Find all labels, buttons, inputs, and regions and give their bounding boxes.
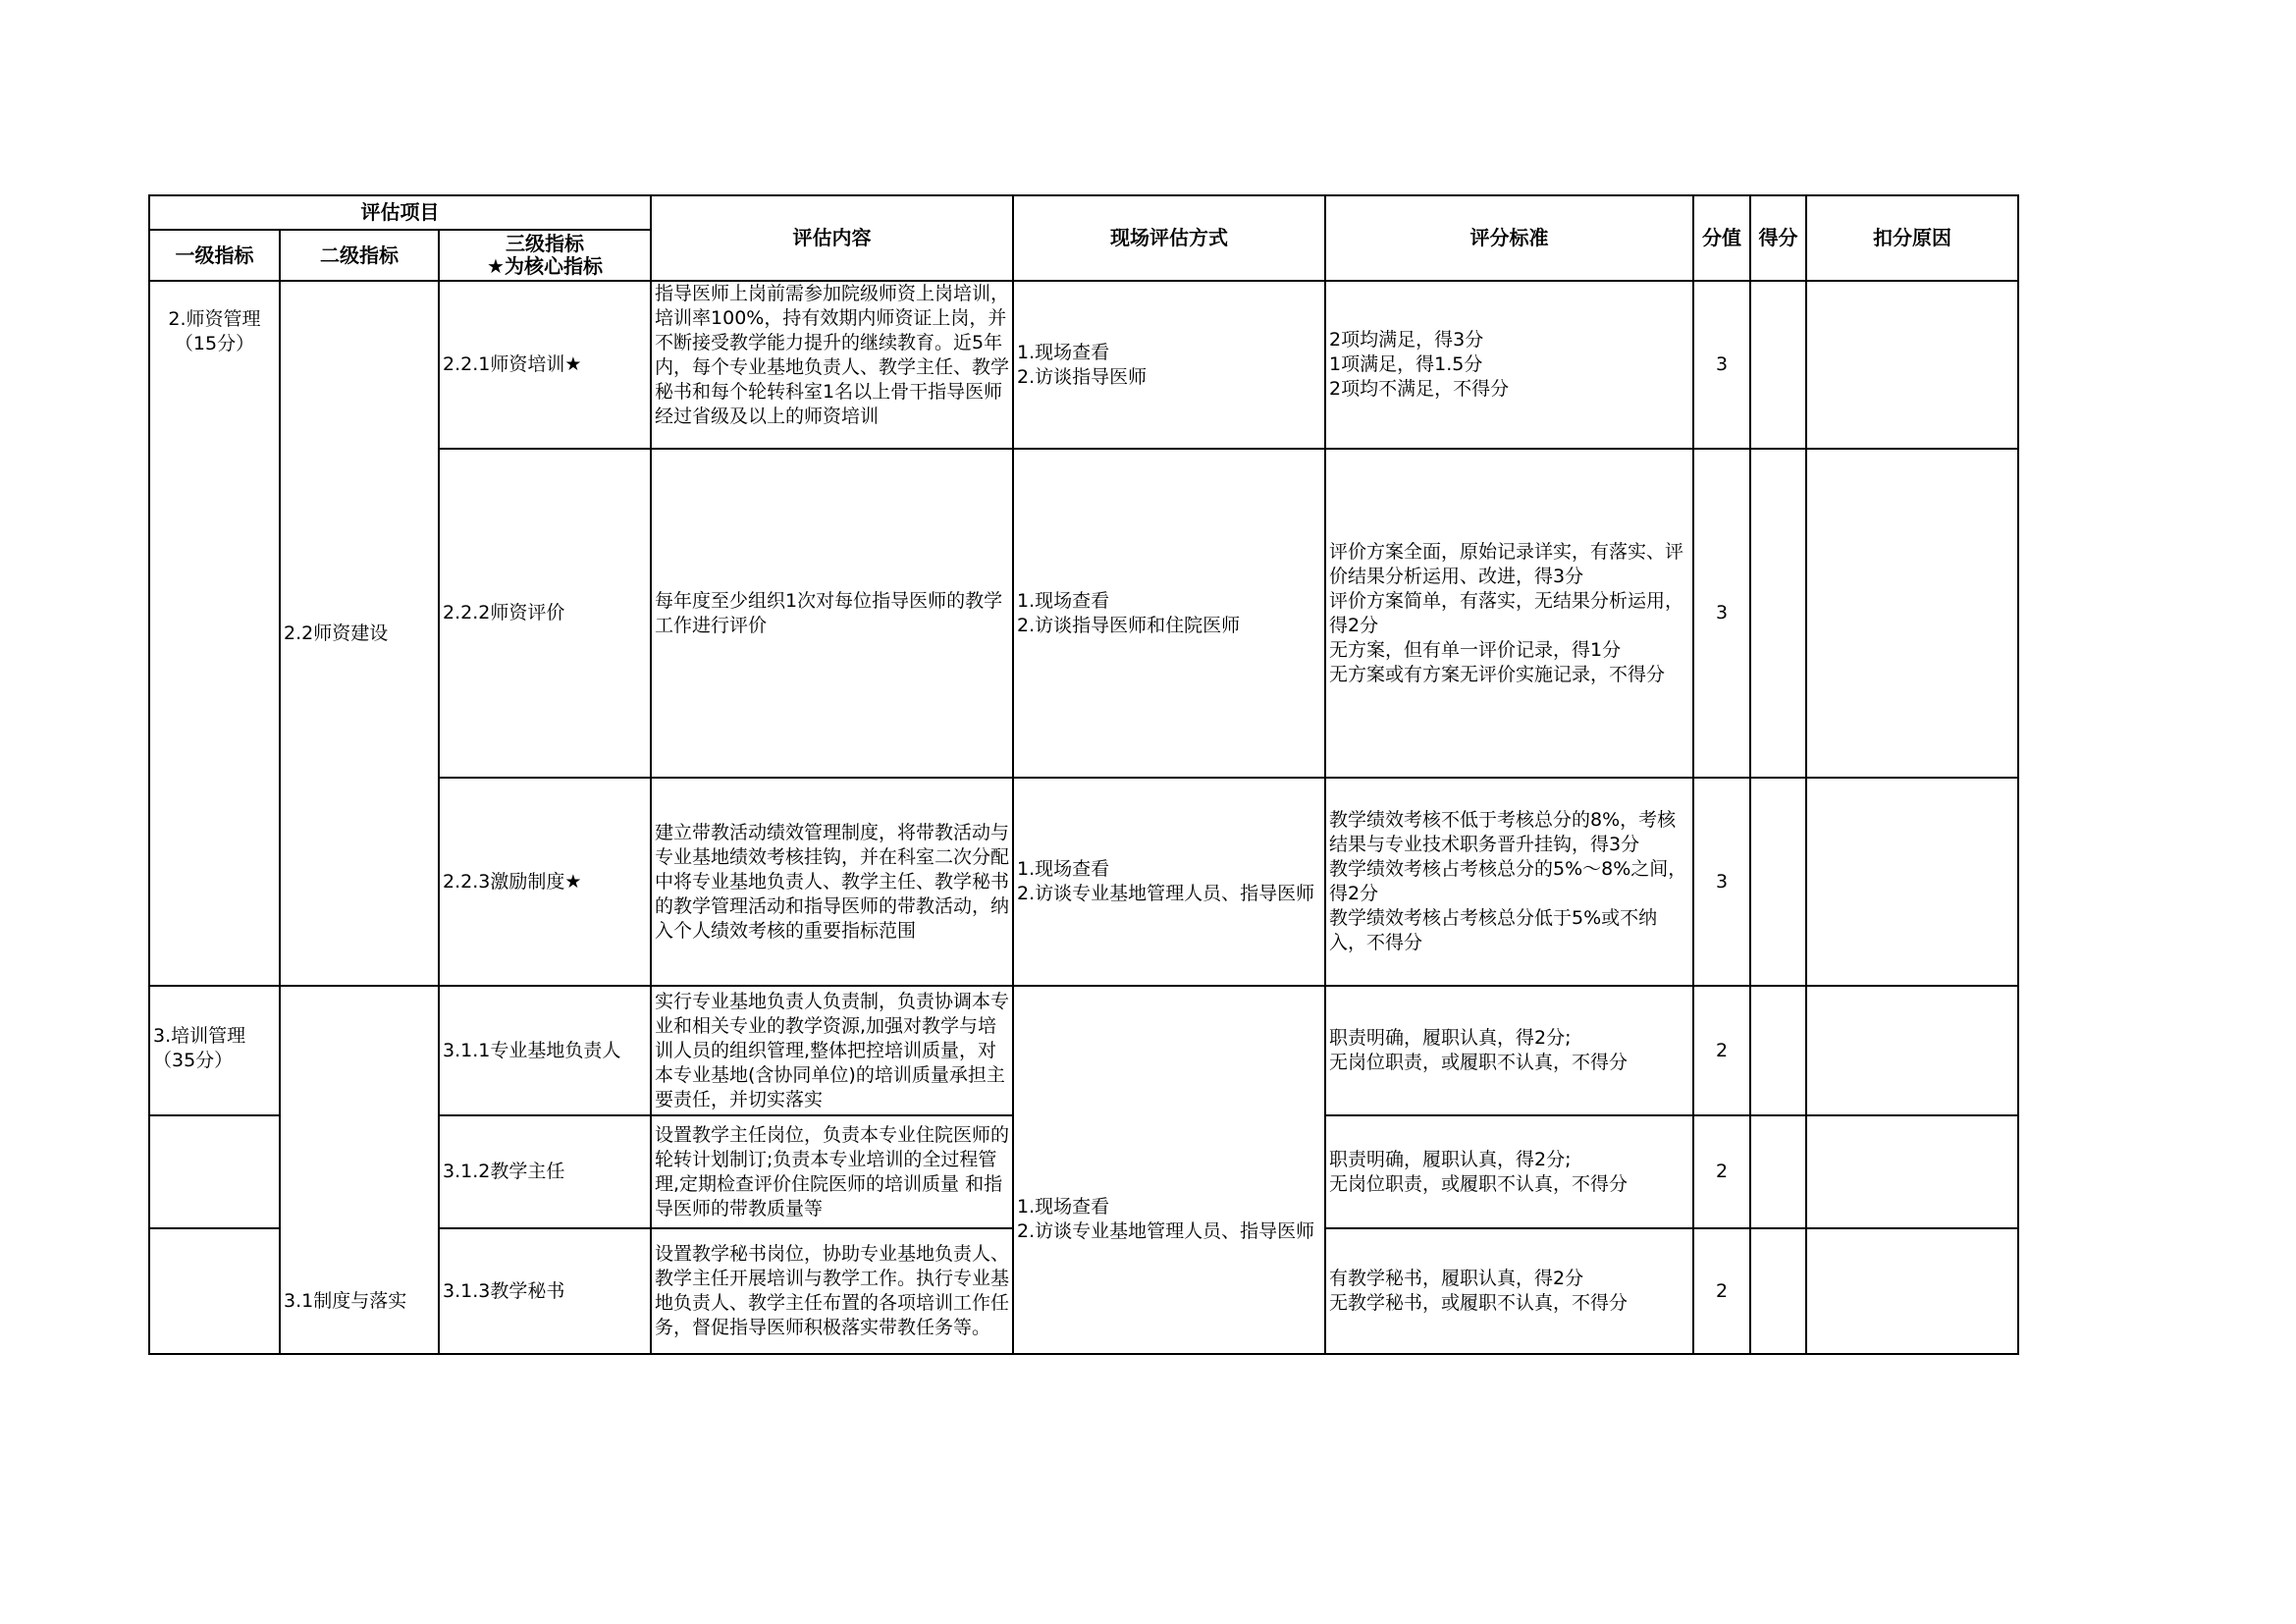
header-level3: 三级指标 ★为核心指标	[439, 230, 651, 281]
score-cell	[1750, 1115, 1806, 1228]
content-cell: 设置教学秘书岗位，协助专业基地负责人、教学主任开展培训与教学工作。执行专业基地负责人、教学主任布置的各项培训工作任务，督促指导医师积极落实带教任务等。	[651, 1228, 1013, 1354]
points-cell: 2	[1693, 1228, 1750, 1354]
method-cell: 1.现场查看 2.访谈专业基地管理人员、指导医师	[1013, 986, 1325, 1354]
score-cell	[1750, 449, 1806, 778]
level2-cell: 2.2师资建设	[280, 281, 439, 986]
deduction-cell	[1806, 1115, 2018, 1228]
header-group: 评估项目	[149, 195, 651, 230]
evaluation-table	[148, 194, 2019, 1355]
header-content: 评估内容	[651, 195, 1013, 281]
level1-cell: 2.师资管理 （15分）	[149, 281, 280, 986]
table-row	[149, 281, 2018, 449]
standard-cell: 有教学秘书，履职认真，得2分 无教学秘书，或履职不认真，不得分	[1325, 1228, 1693, 1354]
level3-cell: 2.2.3激励制度★	[439, 778, 651, 986]
method-cell: 1.现场查看 2.访谈指导医师	[1013, 281, 1325, 449]
points-cell: 2	[1693, 986, 1750, 1115]
standard-cell: 2项均满足，得3分 1项满足，得1.5分 2项均不满足，不得分	[1325, 281, 1693, 449]
content-cell: 建立带教活动绩效管理制度，将带教活动与专业基地绩效考核挂钩，并在科室二次分配中将专业基地负责人、教学主任、教学秘书的教学管理活动和指导医师的带教活动，纳入个人绩效考核的重要指标范围	[651, 778, 1013, 986]
header-points: 分值	[1693, 195, 1750, 281]
standard-cell: 评价方案全面，原始记录详实，有落实、评价结果分析运用、改进，得3分 评价方案简单，有落实，无结果分析运用，得2分 无方案，但有单一评价记录，得1分 无方案或有方案无评价实施记录，不得分	[1325, 449, 1693, 778]
standard-cell: 职责明确，履职认真，得2分; 无岗位职责，或履职不认真，不得分	[1325, 1115, 1693, 1228]
content-cell: 每年度至少组织1次对每位指导医师的教学工作进行评价	[651, 449, 1013, 778]
level2-cell: 3.1制度与落实	[280, 986, 439, 1354]
level3-cell: 2.2.1师资培训★	[439, 281, 651, 449]
content-cell: 指导医师上岗前需参加院级师资上岗培训，培训率100%，持有效期内师资证上岗，并不断接受教学能力提升的继续教育。近5年内，每个专业基地负责人、教学主任、教学秘书和每个轮转科室1名以上骨干指导医师经过省级及以上的师资培训	[651, 281, 1013, 449]
method-cell: 1.现场查看 2.访谈指导医师和住院医师	[1013, 449, 1325, 778]
score-cell	[1750, 1228, 1806, 1354]
level3-cell: 3.1.2教学主任	[439, 1115, 651, 1228]
score-cell	[1750, 281, 1806, 449]
level3-cell: 3.1.3教学秘书	[439, 1228, 651, 1354]
level1-cell: 3.培训管理 （35分）	[149, 986, 280, 1115]
content-cell: 实行专业基地负责人负责制，负责协调本专业和相关专业的教学资源,加强对教学与培训人员的组织管理,整体把控培训质量，对本专业基地(含协同单位)的培训质量承担主要责任，并切实落实	[651, 986, 1013, 1115]
standard-cell: 职责明确，履职认真，得2分; 无岗位职责，或履职不认真，不得分	[1325, 986, 1693, 1115]
deduction-cell	[1806, 986, 2018, 1115]
level3-cell: 2.2.2师资评价	[439, 449, 651, 778]
deduction-cell	[1806, 281, 2018, 449]
content-cell: 设置教学主任岗位，负责本专业住院医师的轮转计划制订;负责本专业培训的全过程管理,定期检查评价住院医师的培训质量 和指导医师的带教质量等	[651, 1115, 1013, 1228]
method-cell: 1.现场查看 2.访谈专业基地管理人员、指导医师	[1013, 778, 1325, 986]
level3-cell: 3.1.1专业基地负责人	[439, 986, 651, 1115]
header-level1: 一级指标	[149, 230, 280, 281]
header-deduction: 扣分原因	[1806, 195, 2018, 281]
deduction-cell	[1806, 449, 2018, 778]
deduction-cell	[1806, 778, 2018, 986]
level1-cell	[149, 1228, 280, 1354]
header-score: 得分	[1750, 195, 1806, 281]
points-cell: 3	[1693, 281, 1750, 449]
points-cell: 3	[1693, 778, 1750, 986]
header-method: 现场评估方式	[1013, 195, 1325, 281]
score-cell	[1750, 778, 1806, 986]
score-cell	[1750, 986, 1806, 1115]
points-cell: 3	[1693, 449, 1750, 778]
level1-cell	[149, 1115, 280, 1228]
standard-cell: 教学绩效考核不低于考核总分的8%，考核结果与专业技术职务晋升挂钩，得3分 教学绩效考核占考核总分的5%～8%之间，得2分 教学绩效考核占考核总分低于5%或不纳入，不得分	[1325, 778, 1693, 986]
table-row	[149, 986, 2018, 1115]
header-level2: 二级指标	[280, 230, 439, 281]
header-standard: 评分标准	[1325, 195, 1693, 281]
points-cell: 2	[1693, 1115, 1750, 1228]
deduction-cell	[1806, 1228, 2018, 1354]
